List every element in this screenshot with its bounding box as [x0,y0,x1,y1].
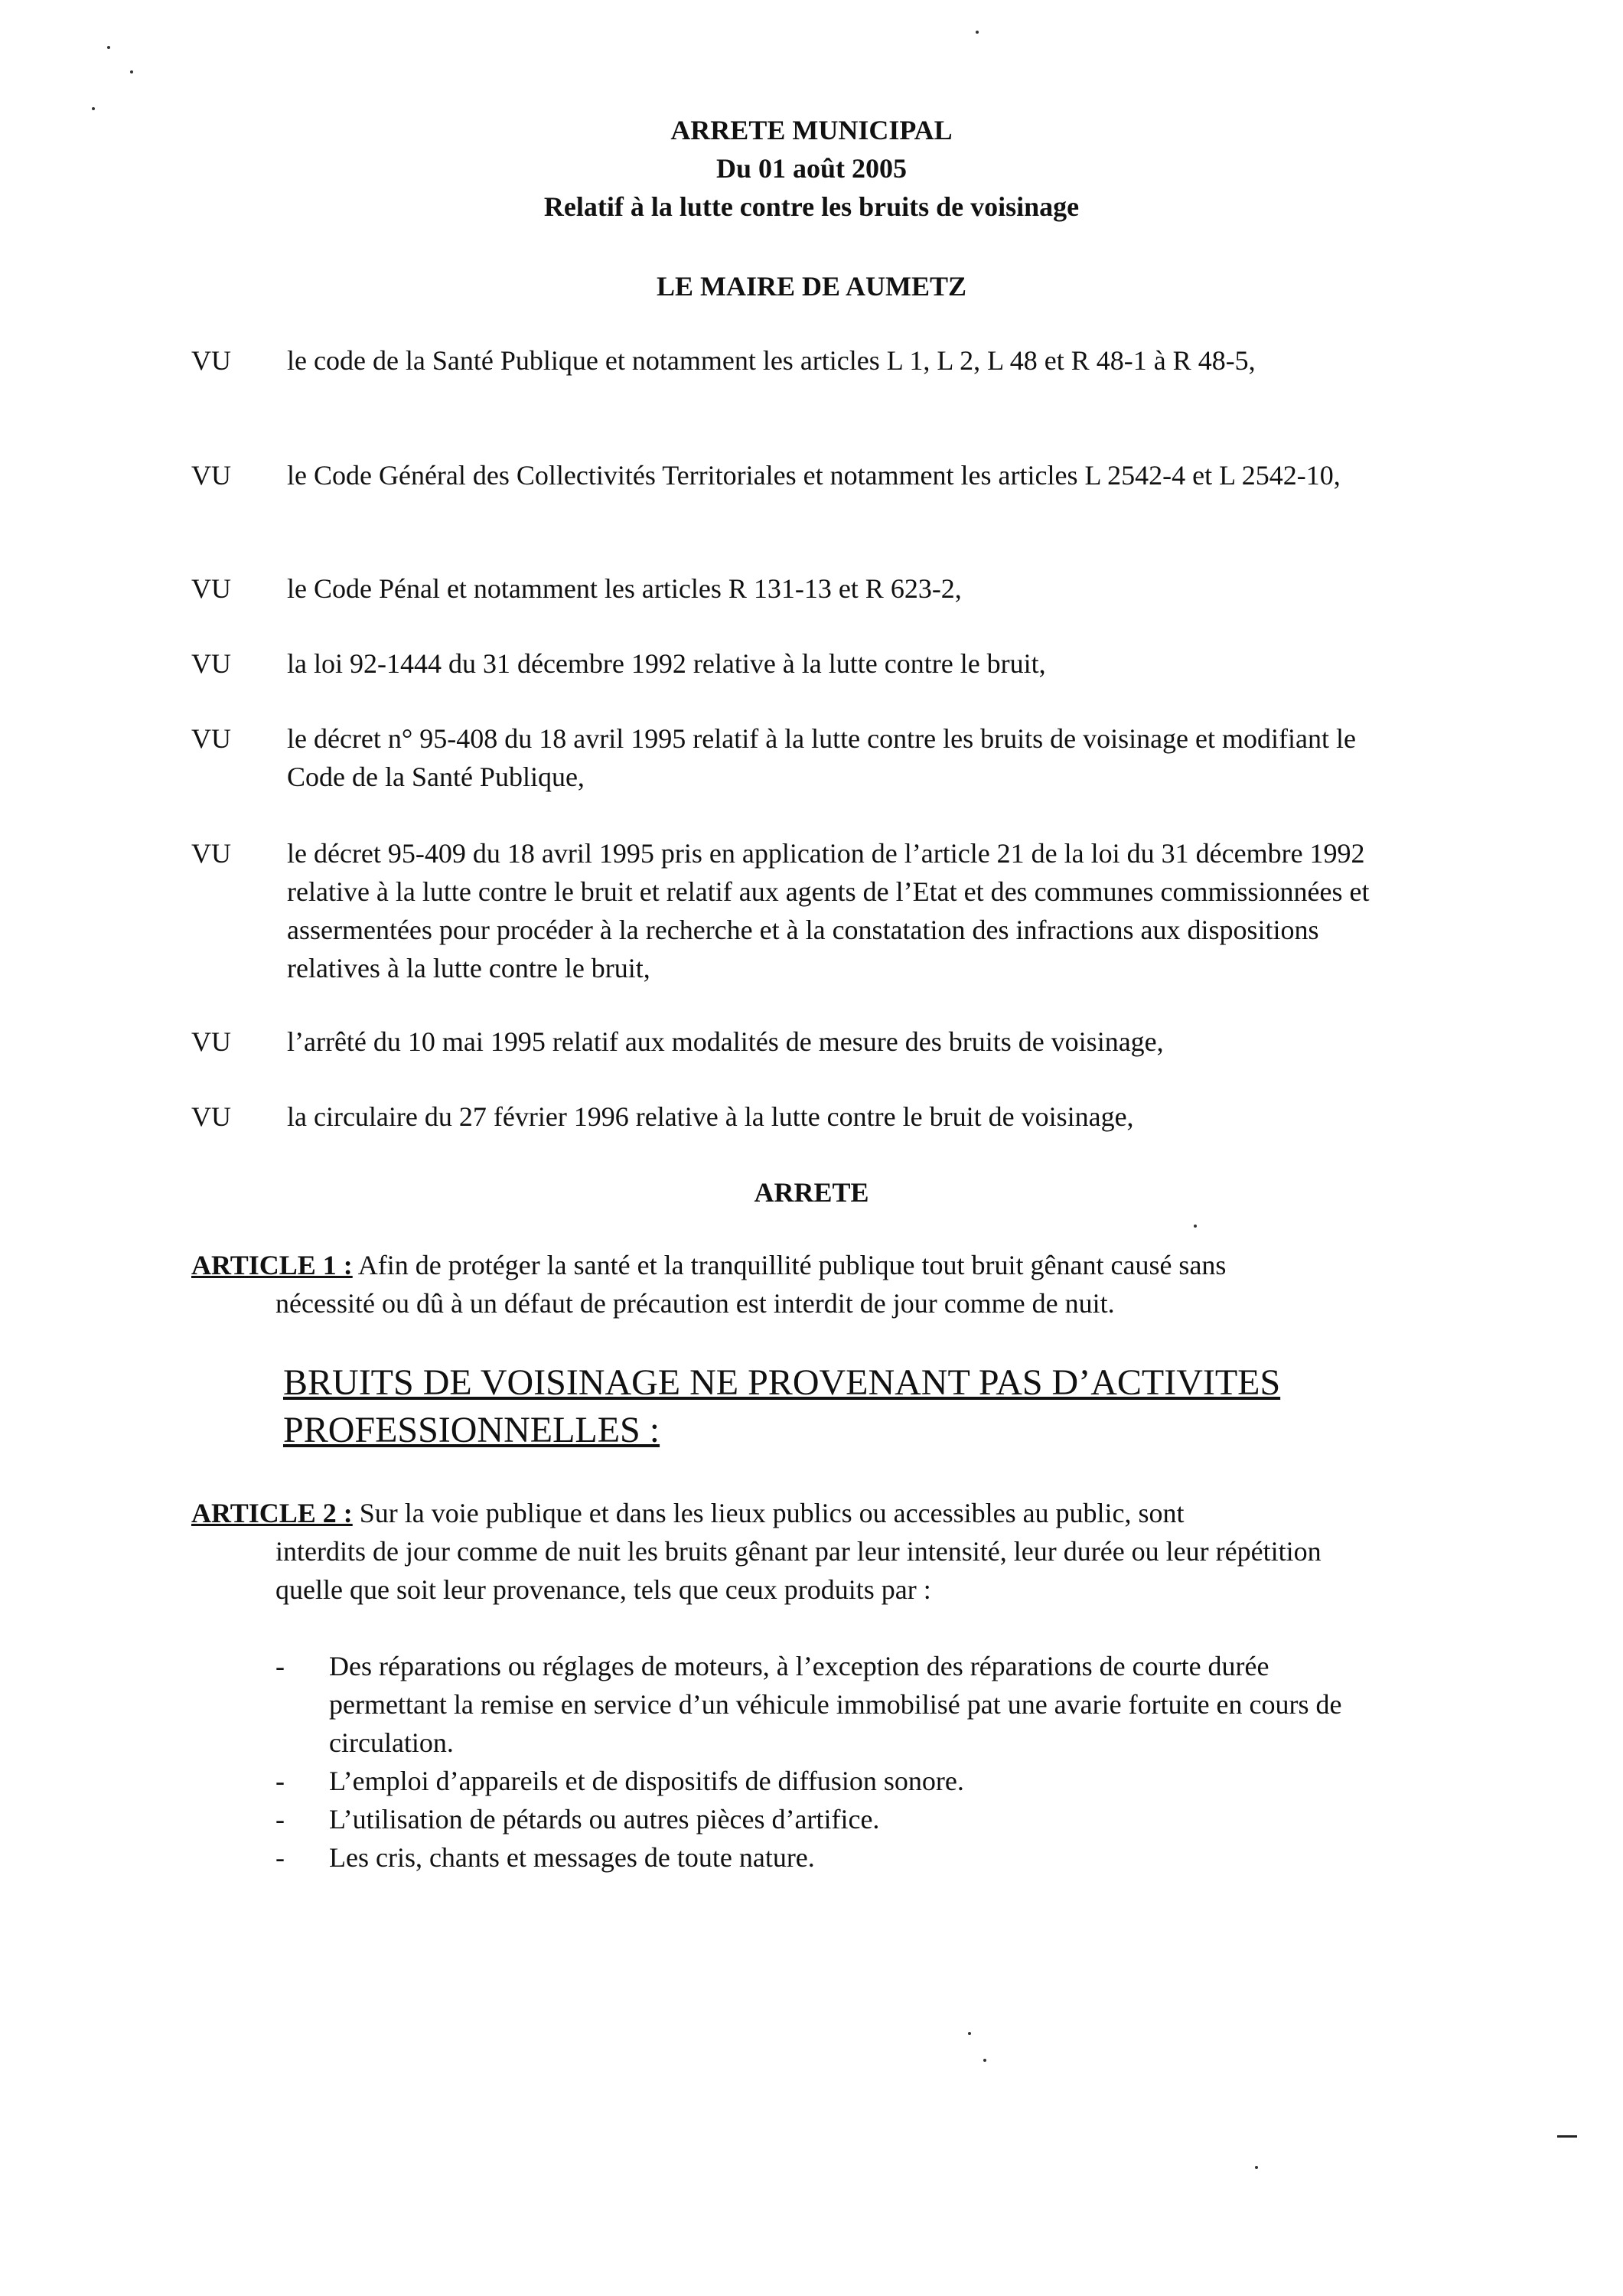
scan-speck [976,31,979,34]
scan-speck [92,107,95,110]
vu-label: VU [191,723,231,754]
list-item [275,1762,1393,1800]
vu-item [191,341,1385,380]
vu-text: l’arrêté du 10 mai 1995 relatif aux modalités de mesure des bruits de voisinage, [287,1026,1164,1057]
document-subject: Relatif à la lutte contre les bruits de voisinage [543,191,1080,222]
list-item [275,1838,1393,1877]
scan-speck [107,46,110,49]
article-2 [191,1494,1385,1609]
vu-text: la circulaire du 27 février 1996 relative à la lutte contre le bruit de voisinage, [287,1101,1134,1132]
article-1-label: ARTICLE 1 : [191,1250,353,1280]
vu-label: VU [191,1026,231,1057]
vu-item [191,569,1385,608]
vu-text: le Code Général des Collectivités Territoriales et notamment les articles L 2542-4 et L 2542-10, [287,460,1341,491]
list-item-text: Des réparations ou réglages de moteurs, à l’exception des réparations de courte durée permettant la remise en service d’un véhicule immobilisé pat une avarie fortuite en cours de circulation. [329,1651,1342,1758]
scan-speck [130,70,133,73]
vu-label: VU [191,460,231,491]
vu-item [191,719,1385,796]
vu-item [191,1097,1385,1136]
vu-text: la loi 92-1444 du 31 décembre 1992 relative à la lutte contre le bruit, [287,648,1046,679]
bullet-dash: - [275,1842,285,1873]
vu-label: VU [191,838,231,869]
list-item-text: L’utilisation de pétards ou autres pièces d’artifice. [329,1804,880,1835]
list-item [275,1647,1393,1762]
vu-item [191,456,1385,494]
article-2-label: ARTICLE 2 : [191,1498,353,1528]
article-1-text: Afin de protéger la santé et la tranquillité publique tout bruit gênant causé sans [352,1250,1227,1280]
document-date: Du 01 août 2005 [715,153,908,184]
scan-speck [983,2059,986,2062]
document-title: ARRETE MUNICIPAL [670,115,953,145]
article-1-continuation: nécessité ou dû à un défaut de précaution est interdit de jour comme de nuit. [275,1288,1115,1319]
vu-text: le Code Pénal et notamment les articles R 131-13 et R 623-2, [287,573,962,604]
vu-text: le décret 95-409 du 18 avril 1995 pris en application de l’article 21 de la loi du 31 décembre 1992 relative à la lutte contre le bruit et relatif aux agents de l’Etat et des communes commissionnées et assermentées pour procéder à la recherche et à la constatation des infractions aux dispositions relatives à la lutte contre le bruit, [287,838,1370,983]
vu-item [191,644,1385,683]
section-heading: BRUITS DE VOISINAGE NE PROVENANT PAS D’ACTIVITES PROFESSIONNELLES : [283,1362,1281,1450]
scan-speck [1194,1225,1197,1228]
bullet-dash: - [275,1804,285,1835]
article-2-text: Sur la voie publique et dans les lieux publics ou accessibles au public, sont [352,1498,1185,1528]
vu-label: VU [191,345,231,376]
vu-text: le décret n° 95-408 du 18 avril 1995 relatif à la lutte contre les bruits de voisinage et modifiant le Code de la Santé Publique, [287,723,1356,792]
authority-heading: LE MAIRE DE AUMETZ [656,271,967,302]
vu-label: VU [191,573,231,604]
scan-mark [1557,2135,1577,2138]
list-item [275,1800,1393,1838]
scan-speck [968,2032,971,2035]
vu-label: VU [191,1101,231,1132]
scan-speck [1255,2166,1258,2169]
vu-text: le code de la Santé Publique et notamment les articles L 1, L 2, L 48 et R 48-1 à R 48-5, [287,345,1256,376]
article-2-continuation: interdits de jour comme de nuit les bruits gênant par leur intensité, leur durée ou leur répétition quelle que soit leur provenance, tels que ceux produits par : [275,1536,1322,1605]
vu-label: VU [191,648,231,679]
arrete-heading: ARRETE [754,1177,869,1208]
vu-item [191,1022,1385,1061]
bullet-dash: - [275,1766,285,1796]
noise-source-list [275,1647,1393,1877]
vu-item [191,834,1385,987]
bullet-dash: - [275,1651,285,1681]
article-1 [191,1246,1385,1322]
list-item-text: Les cris, chants et messages de toute nature. [329,1842,815,1873]
list-item-text: L’emploi d’appareils et de dispositifs de diffusion sonore. [329,1766,964,1796]
